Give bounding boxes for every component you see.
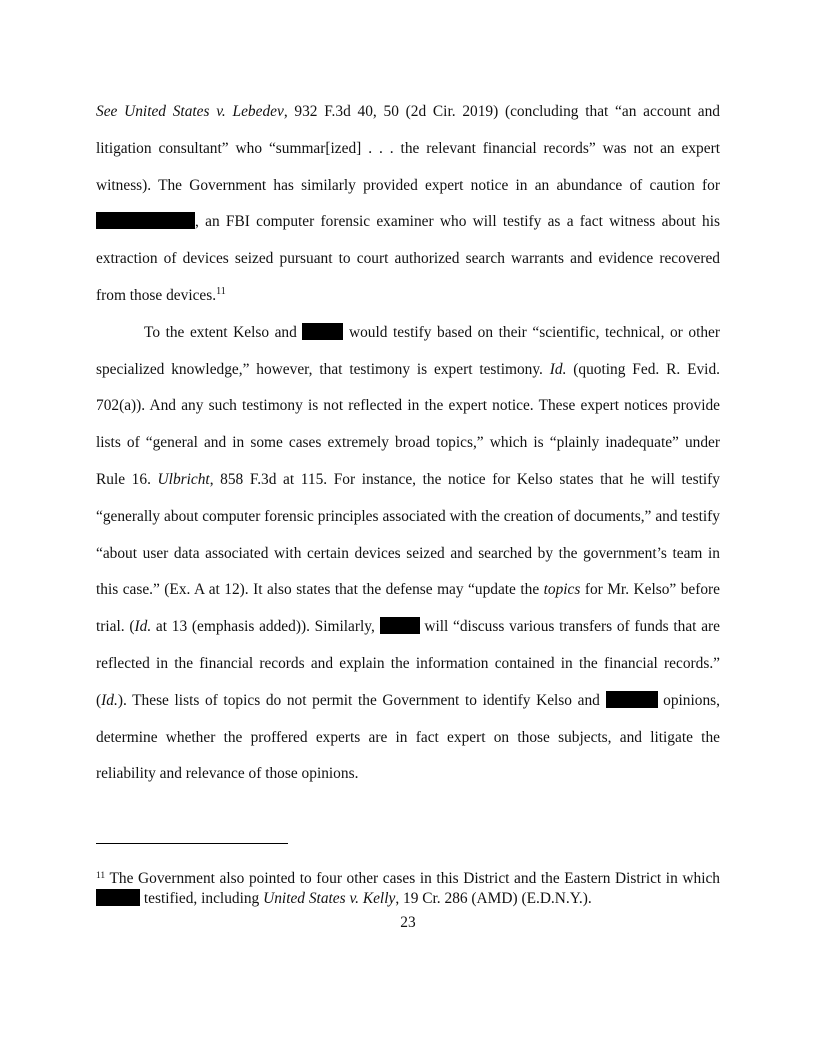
footnote-separator: [96, 843, 288, 844]
citation-id: Id.: [101, 691, 118, 709]
body-text: [96, 94, 720, 793]
signal-see: See: [96, 103, 118, 120]
paragraph-2-text: for Mr. Kelso” before trial. (: [96, 581, 720, 636]
footnote-reference: 11: [216, 285, 226, 297]
case-citation-lebedev: United States v. Lebedev: [124, 103, 284, 120]
case-citation-ulbricht: Ulbricht: [157, 470, 210, 488]
footnote-text: The Government also pointed to four other cases in this District and the Eastern District in which: [105, 870, 720, 887]
paragraph-1: [96, 94, 720, 315]
case-citation-kelly: United States v. Kelly: [263, 890, 396, 907]
redaction-box: [302, 323, 343, 340]
footnote-text: testified, including: [140, 890, 264, 907]
page-number: 23: [400, 914, 416, 931]
footnote-number: 11: [96, 871, 106, 881]
paragraph-2: [96, 315, 720, 793]
citation-id: Id.: [134, 618, 152, 636]
footnote-11: [96, 869, 720, 909]
paragraph-2-text: (quoting Fed. R. Evid. 702(a)). And any such testimony is not reflected in the expert notice. These expert notices provide lists of “general and in some cases extremely broad topics,” which is “plainly inadequate” under Rule 16.: [96, 360, 720, 488]
redaction-box: [606, 691, 658, 708]
redaction-box: [96, 212, 195, 229]
redaction-box: [380, 617, 420, 634]
redaction-box: [96, 889, 140, 906]
paragraph-2-text: would testify based on their “scientific, technical, or other specialized knowledge,” however, that testimony is expert testimony.: [96, 323, 720, 378]
paragraph-2-text: ). These lists of topics do not permit the Government to identify Kelso and: [117, 691, 606, 709]
citation-id: Id.: [549, 360, 567, 378]
paragraph-2-text: , 858 F.3d at 115. For instance, the notice for Kelso states that he will testify “generally about computer forensic principles associated with the creation of documents,” and testify “about user data associated with certain devices seized and searched by the government’s team in this case.” (Ex. A at 12). It also states that the defense may “update the: [96, 470, 720, 599]
paragraph-2-text: To the extent Kelso and: [144, 323, 303, 341]
paragraph-2-text: opinions, determine whether the proffered experts are in fact expert on those subjects, and litigate the reliability and relevance of those opinions.: [96, 691, 721, 783]
footnote-text: , 19 Cr. 286 (AMD) (E.D.N.Y.).: [395, 890, 592, 907]
emphasized-topics: topics: [543, 581, 581, 599]
paragraph-2-text: will “discuss various transfers of funds that are reflected in the financial records and explain the information contained in the financial records.” (: [96, 618, 720, 709]
paragraph-1-text: , 932 F.3d 40, 50 (2d Cir. 2019) (concluding that “an account and litigation consultant” who “summar[ized] . . . the relevant financial records” was not an expert witness). The Government has similarly provided expert notice in an abundance of caution for: [96, 103, 720, 194]
paragraph-2-text: at 13 (emphasis added)). Similarly,: [151, 618, 380, 636]
paragraph-1-text-continued: , an FBI computer forensic examiner who will testify as a fact witness about his extraction of devices seized pursuant to court authorized search warrants and evidence recovered from those devices.: [96, 213, 720, 304]
